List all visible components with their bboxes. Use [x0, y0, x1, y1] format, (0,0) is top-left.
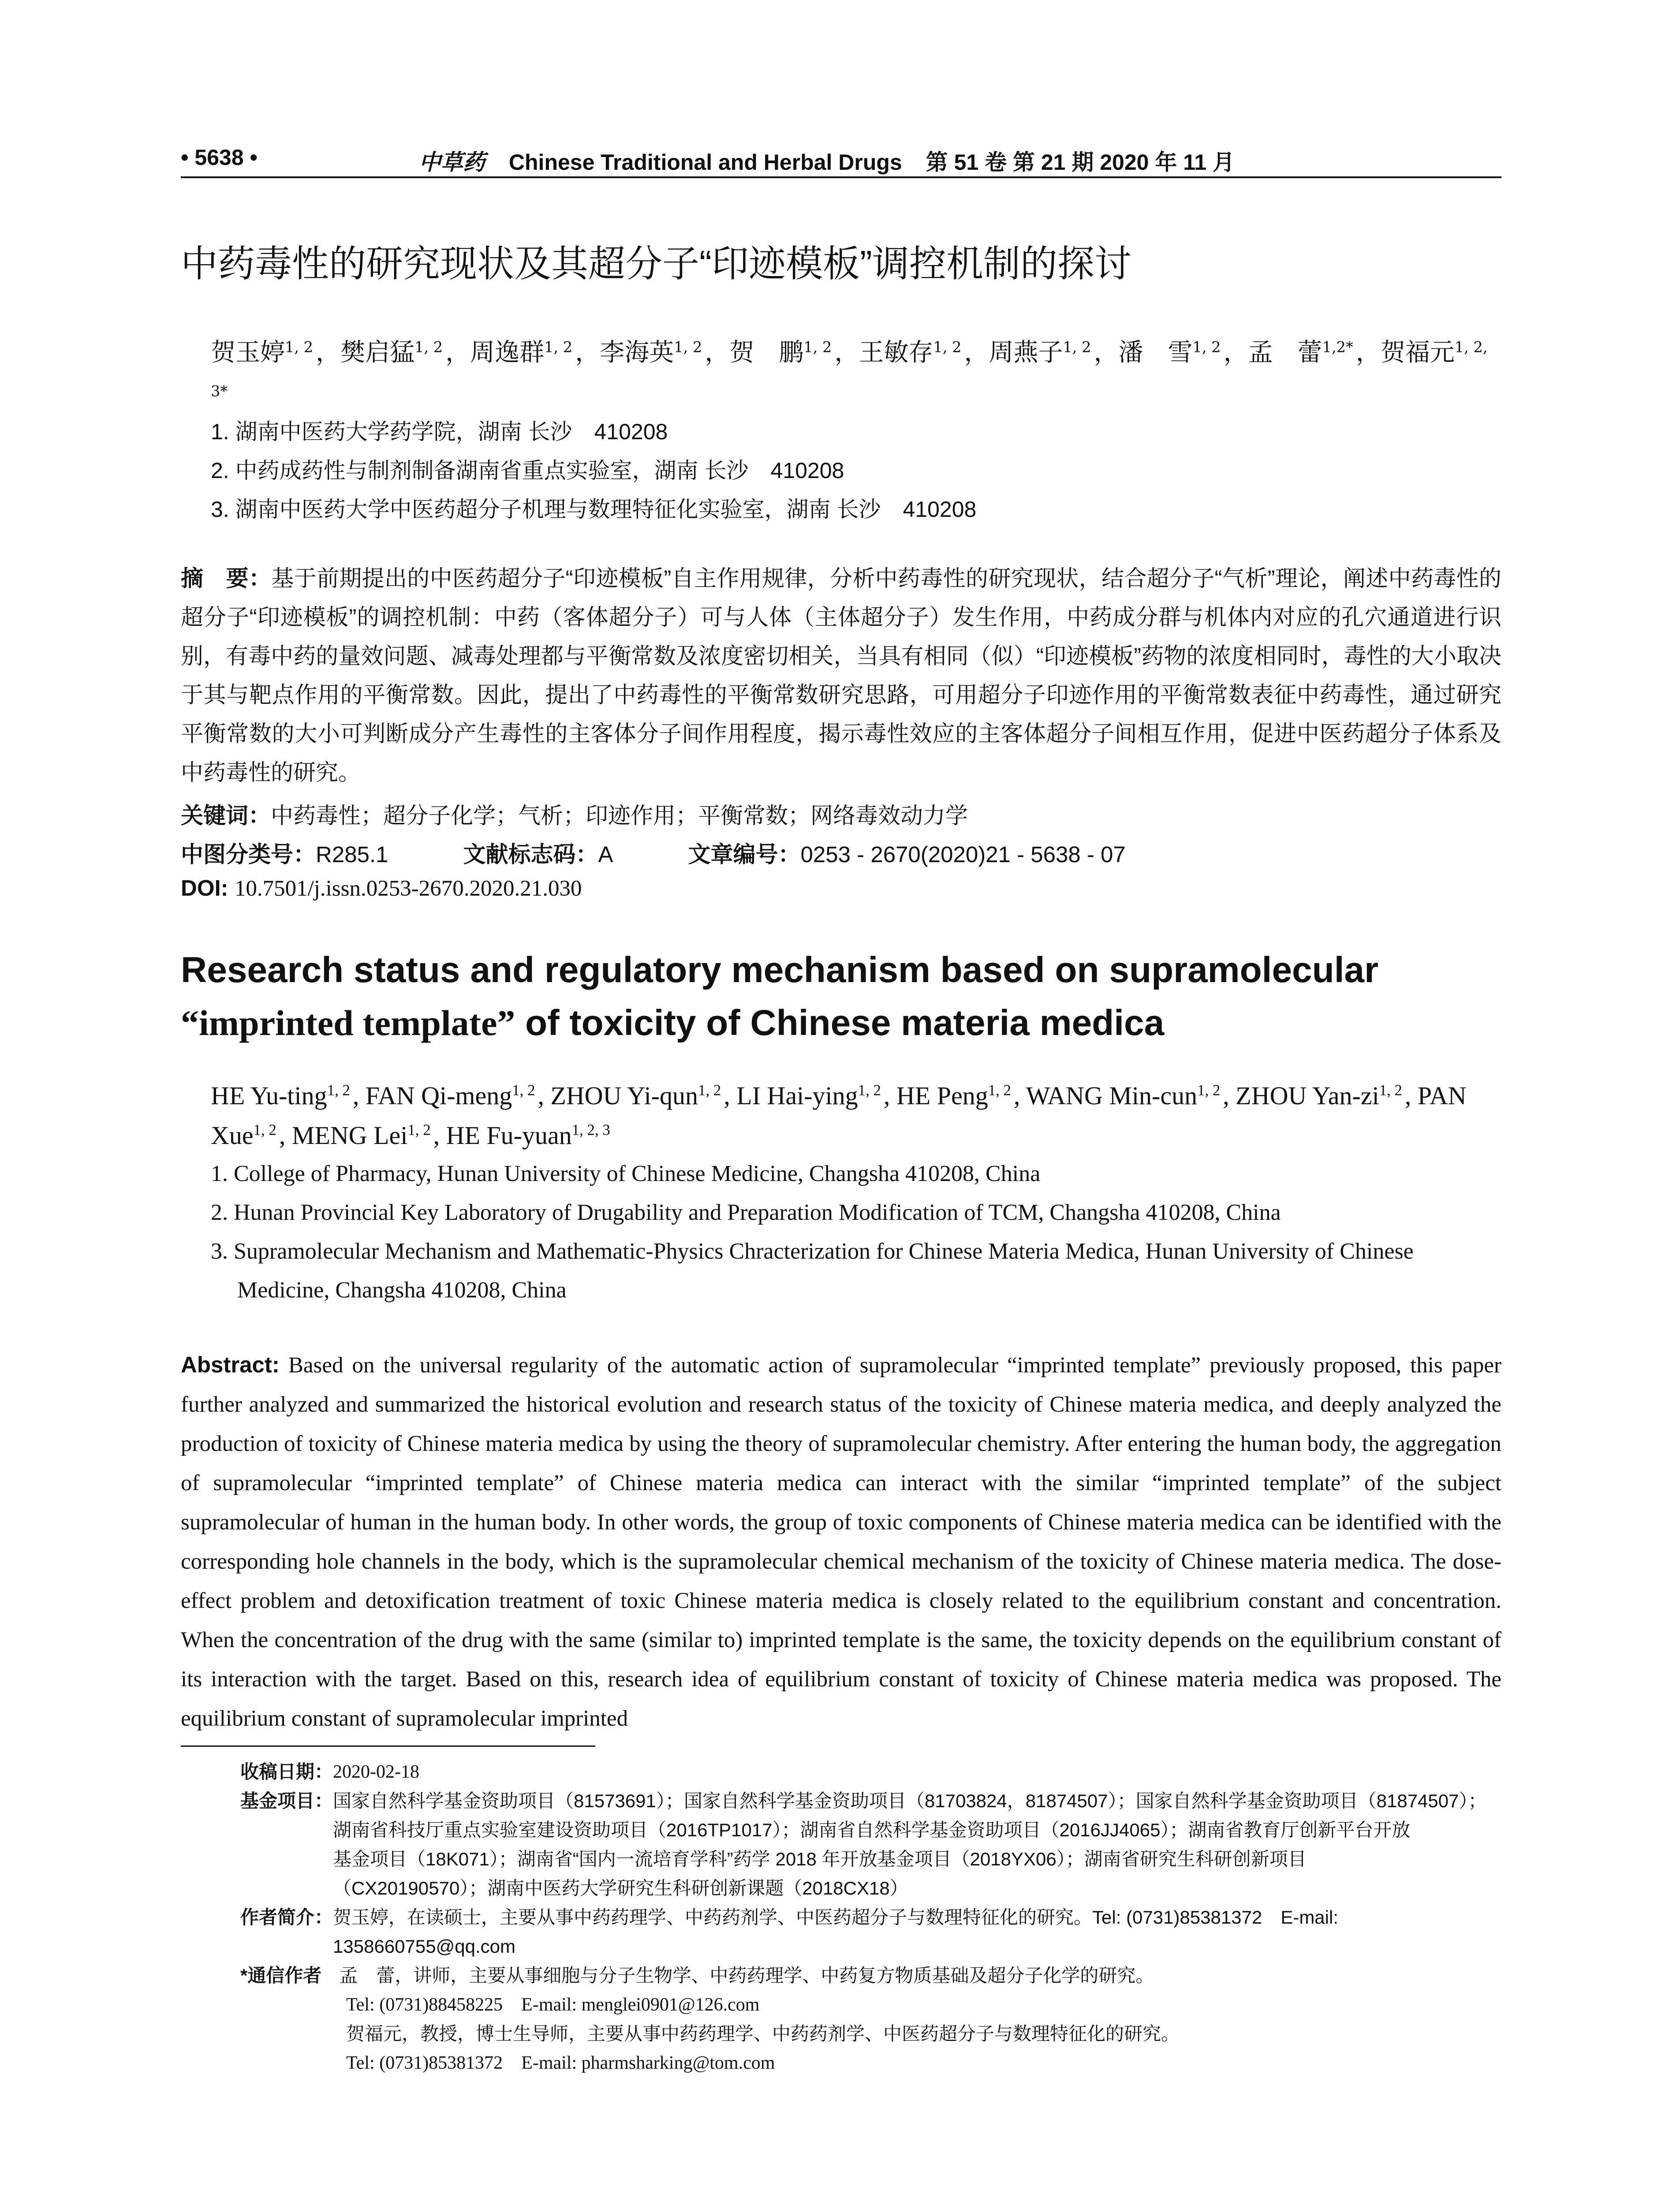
cn-author-affiliation-mark: 1, 2, 3* — [211, 338, 1488, 400]
cn-author — [859, 338, 961, 367]
cn-author-name: 贺福元 — [1380, 338, 1455, 367]
en-author — [366, 1081, 535, 1110]
cn-abstract-text: 基于前期提出的中医药超分子“印迹模板”自主作用规律，分析中药毒性的研究现状，结合超分子“气析”理论，阐述中药毒性的超分子“印迹模板”的调控机制：中药（客体超分子）可与人体（主体超分子）发生作用，中药成分群与机体内对应的孔穴通道进行识别，有毒中药的量效问题、减毒处理都与平衡常数及浓度密切相关，当具有相同（似）“印迹模板”药物的浓度相同时，毒性的大小取决于其与靶点作用的平衡常数。因此，提出了中药毒性的平衡常数研究思路，可用超分子印迹作用的平衡常数表征中药毒性，通过研究平衡常数的大小可判断成分产生毒性的主客体分子间作用程度，揭示毒性效应的主客体超分子间相互作用，促进中医药超分子体系及中药毒性的研究。 — [181, 566, 1501, 785]
doi-label: DOI: — [181, 875, 228, 901]
footnotes — [240, 1757, 1501, 2078]
footnote-funding — [240, 1786, 1501, 1903]
en-author-affiliation-mark: 1, 2 — [1379, 1081, 1402, 1099]
journal-cn-logo: 中草药 — [419, 149, 485, 175]
cn-author-affiliation-mark: 1, 2 — [1192, 338, 1221, 356]
journal-en-name: Chinese Traditional and Herbal Drugs — [508, 150, 902, 175]
cn-author-name: 贺玉婷 — [211, 338, 285, 367]
clc-label: 中图分类号： — [181, 842, 316, 867]
en-author-name: FAN Qi-meng — [365, 1081, 512, 1110]
en-author-name: ZHOU Yan-zi — [1236, 1081, 1379, 1110]
corresponding-contact: Tel: (0731)88458225 E-mail: menglei0901@126.com — [346, 1995, 760, 2015]
doc-code-label: 文献标志码： — [463, 842, 598, 867]
en-author — [292, 1121, 431, 1150]
journal-title — [419, 145, 1235, 176]
cn-author-affiliation-mark: 1, 2 — [544, 338, 573, 356]
cn-author — [340, 338, 443, 367]
header-rule — [181, 176, 1501, 178]
doc-code-value: A — [598, 842, 613, 867]
cn-author-name: 贺 鹏 — [729, 338, 804, 367]
footnote-received — [240, 1757, 1501, 1786]
en-author — [736, 1081, 881, 1110]
footnote-author-bio — [240, 1903, 1501, 1961]
corresponding-body — [321, 1961, 1501, 1990]
en-abstract — [181, 1345, 1501, 1738]
cn-author-name: 周燕子 — [989, 338, 1063, 367]
footnote-corresponding — [240, 1961, 1501, 1990]
en-author — [1236, 1081, 1402, 1110]
author-bio-value: 贺玉婷，在读硕士，主要从事中药药理学、中药药剂学、中医药超分子与数理特征化的研究。Tel: (0731)85381372 E-mail: 1358660755@qq.com — [333, 1907, 1338, 1957]
en-author-affiliation-mark: 1, 2 — [253, 1121, 276, 1139]
en-author — [1026, 1081, 1220, 1110]
en-author — [550, 1081, 721, 1110]
cn-author-affiliation-mark: 1, 2 — [933, 338, 962, 356]
en-author-name: PAN Xue — [211, 1081, 1467, 1150]
cn-author — [989, 338, 1091, 367]
en-author-affiliation-mark: 1, 2 — [1197, 1081, 1221, 1099]
en-affiliation-item: 1. College of Pharmacy, Hunan University of Chinese Medicine, Changsha 410208, China — [211, 1161, 1041, 1186]
cn-author — [211, 338, 313, 367]
fund-line: 国家自然科学基金资助项目（81573691）；国家自然科学基金资助项目（81703824，81874507）；国家自然科学基金资助项目（81874507）； — [333, 1790, 1487, 1811]
doi-value: 10.7501/j.issn.0253-2670.2020.21.030 — [234, 876, 582, 901]
en-author-name: HE Yu-ting — [211, 1081, 327, 1110]
en-title — [181, 944, 1504, 1050]
cn-author — [729, 338, 832, 367]
fund-line: 湖南省科技厅重点实验室建设资助项目（2016TP1017）；湖南省自然科学基金资助项目（2016JJ4065）；湖南省教育厅创新平台开放 — [333, 1820, 1411, 1840]
en-author-name: WANG Min-cun — [1026, 1081, 1198, 1110]
fund-line: 基金项目（18K071）；湖南省“国内一流培育学科”药学 2018 年开放基金项目（2018YX06）；湖南省研究生科研创新项目 — [333, 1849, 1307, 1869]
en-author-name: LI Hai-ying — [736, 1081, 858, 1110]
en-author-name: MENG Lei — [291, 1121, 408, 1150]
en-author-affiliation-mark: 1, 2 — [407, 1121, 431, 1139]
cn-author-name: 潘 雪 — [1118, 338, 1193, 367]
cn-author-affiliation-mark: 1, 2 — [803, 338, 832, 356]
page-number: • 5638 • — [181, 145, 258, 170]
en-title-part1: Research status and regulatory mechanism based on supramolecular — [181, 950, 1379, 990]
en-author — [896, 1081, 1011, 1110]
fund-body — [333, 1786, 1501, 1903]
en-affiliation-item: 3. Supramolecular Mechanism and Mathematic-Physics Chracterization for Chinese Materia Medica, Hunan University of Chinese Medicine, Changsha 410208, China — [211, 1239, 1414, 1303]
cn-abstract-label: 摘 要： — [181, 566, 272, 591]
cn-author-name: 樊启猛 — [340, 338, 415, 367]
cn-author — [470, 338, 572, 367]
journal-issue: 第 51 卷 第 21 期 2020 年 11 月 — [926, 150, 1235, 175]
cn-abstract — [181, 559, 1501, 792]
received-value: 2020-02-18 — [333, 1762, 419, 1782]
cn-author-name: 王敏存 — [859, 338, 933, 367]
cn-affiliation-item: 3. 湖南中医药大学中医药超分子机理与数理特征化实验室，湖南 长沙 410208 — [211, 497, 977, 522]
cn-author-affiliation-mark: 1,2* — [1322, 338, 1353, 356]
cn-author-name: 李海英 — [600, 338, 674, 367]
en-author-affiliation-mark: 1, 2 — [858, 1081, 881, 1099]
en-affiliations — [211, 1155, 1503, 1310]
cn-author-affiliation-mark: 1, 2 — [285, 338, 314, 356]
cn-affiliations — [211, 412, 1503, 529]
en-title-part2: of toxicity of Chinese materia medica — [515, 1003, 1165, 1043]
cn-author — [1119, 338, 1221, 367]
en-author-affiliation-mark: 1, 2 — [327, 1081, 350, 1099]
doi-line — [181, 875, 582, 901]
cn-author-name: 周逸群 — [470, 338, 545, 367]
en-author — [211, 1081, 350, 1110]
cn-author-name: 孟 蕾 — [1248, 338, 1322, 367]
en-author-name: ZHOU Yi-qun — [550, 1081, 698, 1110]
en-author-affiliation-mark: 1, 2 — [988, 1081, 1011, 1099]
article-no-label: 文章编号： — [688, 842, 801, 867]
en-abstract-text: Based on the universal regularity of the automatic action of supramolecular “imprinted template” previously proposed, this paper further analyzed and summarized the historical evolution and research status of the toxicity of Chinese materia medica, and deeply analyzed the production of toxicity of Chinese materia medica by using the theory of supramolecular chemistry. After entering the human body, the aggregation of supramolecular “imprinted template” of Chinese materia medica can interact with the similar “imprinted template” of the subject supramolecular of human in the human body. In other words, the group of toxic components of Chinese materia medica can be identified with the corresponding hole channels in the body, which is the supramolecular chemical mechanism of the toxicity of Chinese materia medica. The dose-effect problem and detoxification treatment of toxic Chinese materia medica is closely related to the equilibrium constant and concentration. When the concentration of the drug with the same (similar to) imprinted template is the same, the toxicity depends on the equilibrium constant of its interaction with the target. Based on this, research idea of equilibrium constant of toxicity of Chinese materia medica was proposed. The equilibrium constant of supramolecular imprinted — [181, 1353, 1502, 1731]
running-header — [181, 140, 1504, 176]
en-title-serif-part: “imprinted template” — [181, 1003, 515, 1043]
fund-label: 基金项目： — [240, 1790, 333, 1811]
cn-title: 中药毒性的研究现状及其超分子“印迹模板”调控机制的探讨 — [181, 243, 1131, 284]
cn-classification — [181, 836, 1126, 869]
cn-author-affiliation-mark: 1, 2 — [1063, 338, 1091, 356]
cn-author — [1248, 338, 1353, 367]
fund-line: （CX20190570）；湖南中医药大学研究生科研创新课题（2018CX18） — [333, 1878, 908, 1899]
cn-author-list: 贺玉婷$^{1, 2}$ ，樊启猛$^{1, 2}$ ，周逸群$^{1, 2}$ ，李海英$^{1, 2}$ ，贺 鹏$^{1, 2}$ ，王敏存$^{1, 2}$ ，周燕子$^{1, 2}$ ，潘 雪$^{1, 2}$ ，孟 蕾$^{1,2*}$ ，贺福元$^{1, 2, 3*}$ — [211, 331, 1503, 419]
en-author-name: HE Fu-yuan — [446, 1121, 572, 1150]
article-no-value: 0253 - 2670(2020)21 - 5638 - 07 — [800, 842, 1126, 867]
cn-author-affiliation-mark: 1, 2 — [414, 338, 443, 356]
cn-affiliation-item: 2. 中药成药性与制剂制备湖南省重点实验室，湖南 长沙 410208 — [211, 458, 844, 483]
en-author-affiliation-mark: 1, 2 — [512, 1081, 535, 1099]
corresponding-contact: Tel: (0731)85381372 E-mail: pharmsharking@tom.com — [346, 2053, 775, 2073]
cn-author — [600, 338, 702, 367]
en-author-affiliation-mark: 1, 2 — [698, 1081, 721, 1099]
en-abstract-label: Abstract: — [181, 1352, 280, 1377]
received-label: 收稿日期： — [240, 1761, 333, 1782]
author-bio-label: 作者简介： — [240, 1907, 333, 1928]
cn-affiliation-item: 1. 湖南中医药大学药学院，湖南 长沙 410208 — [211, 419, 668, 444]
clc-value: R285.1 — [316, 842, 388, 867]
footnote-rule — [181, 1745, 595, 1747]
cn-author-affiliation-mark: 1, 2 — [674, 338, 702, 356]
en-author — [446, 1121, 610, 1150]
cn-keywords — [181, 797, 968, 830]
corresponding-label: *通信作者 — [240, 1965, 322, 1986]
corresponding-line: 贺福元，教授，博士生导师，主要从事中药药理学、中药药剂学、中医药超分子与数理特征化的研究。 — [346, 2023, 1180, 2044]
cn-keywords-label: 关键词： — [181, 803, 271, 828]
en-author-list: HE Yu-ting$^{1, 2}$ , FAN Qi-meng$^{1, 2}$ , ZHOU Yi-qun$^{1, 2}$ , LI Hai-ying$^{1, 2}$ , HE Peng$^{1, 2}$ , WANG Min-cun$^{1, 2}$ , ZHOU Yan-zi$^{1, 2}$ , PAN Xue$^{1, 2}$ , MENG Lei$^{1, 2}$ , HE Fu-yuan$^{1, 2, 3}$ — [211, 1081, 1467, 1150]
corresponding-line: 孟 蕾，讲师，主要从事细胞与分子生物学、中药药理学、中药复方物质基础及超分子化学的研究。 — [339, 1965, 1154, 1986]
cn-keywords-text: 中药毒性；超分子化学；气析；印迹作用；平衡常数；网络毒效动力学 — [271, 803, 968, 828]
en-author-affiliation-mark: 1, 2, 3 — [571, 1121, 610, 1139]
en-author-name: HE Peng — [896, 1081, 988, 1110]
en-affiliation-item: 2. Hunan Provincial Key Laboratory of Drugability and Preparation Modification of TCM, Changsha 410208, China — [211, 1200, 1281, 1225]
